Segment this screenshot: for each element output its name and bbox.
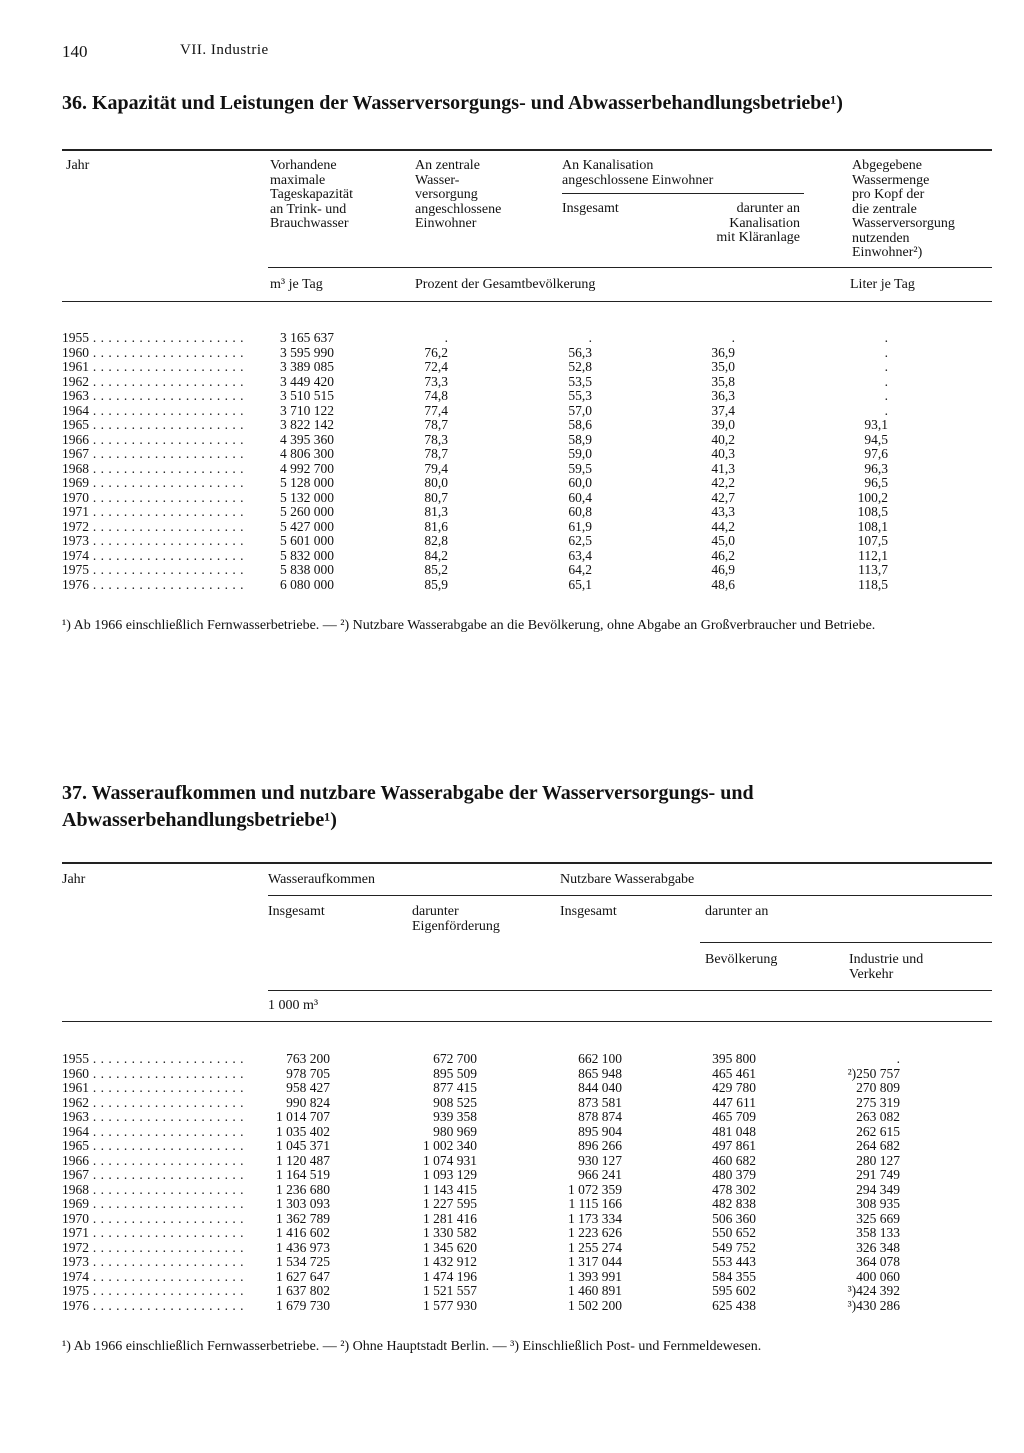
cell-zentral: 80,0 (424, 475, 448, 490)
cell-jahr: 1964 . . . (62, 1125, 247, 1140)
table-37-top-rule (62, 862, 992, 864)
cell-zentral: 81,3 (424, 504, 448, 519)
t37-unit-rule (268, 990, 992, 991)
t37-header-insgesamt-1: Insgesamt (268, 904, 325, 919)
cell-eigenfoerderung: 1 521 557 (423, 1283, 477, 1298)
table-row (62, 534, 902, 549)
cell-liter: . (884, 330, 888, 345)
cell-aufkommen: 958 427 (286, 1080, 330, 1095)
cell-zentral: 78,7 (424, 417, 448, 432)
cell-jahr: 1974 . . . (62, 549, 247, 564)
table-row (62, 375, 902, 390)
cell-jahr: 1973 . . . (62, 1255, 247, 1270)
table-row (62, 1197, 902, 1212)
cell-jahr: 1965 . . . (62, 1139, 247, 1154)
table-36-body (62, 331, 902, 592)
cell-zentral: 84,2 (424, 547, 448, 563)
cell-liter: 96,5 (864, 475, 888, 490)
cell-bevoelkerung: 549 752 (712, 1239, 756, 1255)
cell-eigenfoerderung: 1 227 595 (423, 1196, 477, 1211)
cell-kapazitaet: 3 822 142 (280, 417, 334, 432)
t37-header-darunter: darunter an (705, 904, 769, 919)
cell-abgabe: 1 223 626 (568, 1225, 622, 1240)
table-row (62, 389, 902, 404)
table-row (62, 418, 902, 433)
table-row (62, 1154, 902, 1169)
t36-header-bottom-rule (62, 301, 992, 302)
cell-bevoelkerung: 553 443 (712, 1254, 756, 1269)
cell-bevoelkerung: 482 838 (712, 1196, 756, 1211)
cell-jahr: 1962 . . . (62, 1096, 247, 1111)
cell-liter: . (884, 388, 888, 403)
cell-kapazitaet: 5 838 000 (280, 562, 334, 577)
cell-insgesamt: 57,0 (568, 402, 592, 418)
cell-insgesamt: 60,8 (568, 504, 592, 519)
cell-liter: 97,6 (864, 446, 888, 461)
table-36-footnote: ¹) Ab 1966 einschließlich Fernwasserbetriebe. — ²) Nutzbare Wasserabgabe an die Bevölkerung, ohne Abgabe an Großverbraucher und Betriebe. (62, 618, 876, 633)
table-row (62, 520, 902, 535)
cell-eigenfoerderung: 895 509 (433, 1065, 477, 1081)
cell-jahr: 1963 . . . (62, 389, 247, 404)
cell-bevoelkerung: 478 302 (712, 1181, 756, 1197)
cell-kapazitaet: 4 992 700 (280, 460, 334, 476)
table-row (62, 1110, 902, 1125)
cell-klaeranlage: 37,4 (711, 402, 735, 418)
cell-insgesamt: 56,3 (568, 344, 592, 360)
cell-industrie: 308 935 (856, 1196, 900, 1211)
cell-liter: . (884, 373, 888, 389)
cell-insgesamt: 58,9 (568, 431, 592, 447)
t36-header-abgabe: Abgegebene Wassermenge pro Kopf der die zentrale Wasserversorgung nutzenden Einwohner²) (852, 158, 955, 260)
table-row (62, 1284, 902, 1299)
t37-header-bottom-rule (62, 1021, 992, 1022)
table-row (62, 1255, 902, 1270)
cell-jahr: 1976 . . . (62, 578, 247, 593)
table-row (62, 1139, 902, 1154)
cell-kapazitaet: 3 710 122 (280, 402, 334, 418)
t36-header-insgesamt: Insgesamt (562, 201, 619, 216)
cell-jahr: 1969 . . . (62, 476, 247, 491)
t37-header-jahr: Jahr (62, 872, 86, 887)
cell-jahr: 1966 . . . (62, 1154, 247, 1169)
cell-eigenfoerderung: 1 143 415 (423, 1181, 477, 1197)
cell-abgabe: 1 255 274 (568, 1239, 622, 1255)
cell-jahr: 1955 . . . (62, 1052, 247, 1067)
cell-eigenfoerderung: 939 358 (433, 1109, 477, 1124)
table-row (62, 404, 902, 419)
cell-industrie: 364 078 (856, 1254, 900, 1269)
table-row (62, 1096, 902, 1111)
cell-abgabe: 895 904 (578, 1123, 622, 1139)
t37-header-eigenfoerderung: darunter Eigenförderung (412, 904, 500, 934)
cell-abgabe: 1 502 200 (568, 1297, 622, 1313)
cell-zentral: 74,8 (424, 388, 448, 403)
cell-jahr: 1964 . . . (62, 404, 247, 419)
cell-liter: . (884, 359, 888, 374)
cell-industrie: ³)424 392 (847, 1283, 900, 1298)
cell-jahr: 1976 . . . (62, 1299, 247, 1314)
cell-zentral: 81,6 (424, 518, 448, 534)
t36-header-kapazitaet: Vorhandene maximale Tageskapazität an Trink- und Brauchwasser (270, 158, 353, 231)
cell-abgabe: 896 266 (578, 1138, 622, 1153)
cell-jahr: 1975 . . . (62, 563, 247, 578)
cell-klaeranlage: 40,2 (711, 431, 735, 447)
cell-kapazitaet: 3 165 637 (280, 330, 334, 345)
table-37-body (62, 1052, 902, 1313)
cell-kapazitaet: 5 132 000 (280, 489, 334, 505)
cell-jahr: 1963 . . . (62, 1110, 247, 1125)
cell-aufkommen: 990 824 (286, 1094, 330, 1110)
cell-bevoelkerung: 465 709 (712, 1109, 756, 1124)
cell-industrie: . (896, 1051, 900, 1066)
cell-aufkommen: 1 035 402 (276, 1123, 330, 1139)
cell-aufkommen: 1 236 680 (276, 1181, 330, 1197)
cell-insgesamt: 62,5 (568, 533, 592, 548)
cell-industrie: 264 682 (856, 1138, 900, 1153)
cell-kapazitaet: 3 510 515 (280, 388, 334, 403)
cell-kapazitaet: 5 601 000 (280, 533, 334, 548)
cell-aufkommen: 1 120 487 (276, 1152, 330, 1168)
cell-eigenfoerderung: 980 969 (433, 1123, 477, 1139)
cell-jahr: 1975 . . . (62, 1284, 247, 1299)
cell-abgabe: 1 460 891 (568, 1283, 622, 1298)
table-row (62, 1067, 902, 1082)
cell-aufkommen: 1 416 602 (276, 1225, 330, 1240)
cell-aufkommen: 1 164 519 (276, 1167, 330, 1182)
cell-bevoelkerung: 465 461 (712, 1065, 756, 1081)
cell-klaeranlage: 43,3 (711, 504, 735, 519)
section-title: VII. Industrie (180, 42, 269, 58)
cell-insgesamt: 55,3 (568, 388, 592, 403)
cell-jahr: 1967 . . . (62, 447, 247, 462)
cell-zentral: 82,8 (424, 533, 448, 548)
cell-industrie: 358 133 (856, 1225, 900, 1240)
cell-insgesamt: 64,2 (568, 562, 592, 577)
cell-bevoelkerung: 481 048 (712, 1123, 756, 1139)
cell-abgabe: 966 241 (578, 1167, 622, 1182)
cell-aufkommen: 1 014 707 (276, 1109, 330, 1124)
cell-klaeranlage: 41,3 (711, 460, 735, 476)
cell-jahr: 1968 . . . (62, 462, 247, 477)
cell-aufkommen: 1 362 789 (276, 1210, 330, 1226)
cell-eigenfoerderung: 1 577 930 (423, 1297, 477, 1313)
cell-liter: 94,5 (864, 431, 888, 447)
cell-kapazitaet: 3 595 990 (280, 344, 334, 360)
cell-zentral: 73,3 (424, 373, 448, 389)
cell-eigenfoerderung: 1 074 931 (423, 1152, 477, 1168)
table-row (62, 476, 902, 491)
table-row (62, 563, 902, 578)
cell-aufkommen: 978 705 (286, 1065, 330, 1081)
cell-eigenfoerderung: 908 525 (433, 1094, 477, 1110)
cell-liter: 112,1 (858, 547, 888, 563)
t37-unit-m3: 1 000 m³ (268, 998, 319, 1013)
t36-header-zentral: An zentrale Wasser- versorgung angeschlossene Einwohner (415, 158, 502, 231)
cell-jahr: 1972 . . . (62, 1241, 247, 1256)
t36-header-kanalisation: An Kanalisation angeschlossene Einwohner (562, 158, 714, 188)
cell-klaeranlage: 39,0 (711, 417, 735, 432)
cell-aufkommen: 1 436 973 (276, 1239, 330, 1255)
cell-aufkommen: 1 534 725 (276, 1254, 330, 1269)
cell-eigenfoerderung: 1 432 912 (423, 1254, 477, 1269)
cell-bevoelkerung: 625 438 (712, 1297, 756, 1313)
table-37-footnote: ¹) Ab 1966 einschließlich Fernwasserbetriebe. — ²) Ohne Hauptstadt Berlin. — ³) Einschließlich Post- und Fernmeldewesen. (62, 1339, 762, 1354)
cell-jahr: 1967 . . . (62, 1168, 247, 1183)
table-row (62, 331, 902, 346)
cell-abgabe: 662 100 (578, 1051, 622, 1066)
cell-klaeranlage: 42,7 (711, 489, 735, 505)
table-row (62, 505, 902, 520)
t37-header-abgabe: Nutzbare Wasserabgabe (560, 872, 695, 887)
table-row (62, 433, 902, 448)
cell-zentral: 85,9 (424, 576, 448, 592)
cell-industrie: 262 615 (856, 1123, 900, 1139)
cell-zentral: 78,7 (424, 446, 448, 461)
cell-abgabe: 1 072 359 (568, 1181, 622, 1197)
cell-klaeranlage: 36,9 (711, 344, 735, 360)
cell-liter: 100,2 (857, 489, 888, 505)
cell-insgesamt: 58,6 (568, 417, 592, 432)
cell-insgesamt: 53,5 (568, 373, 592, 389)
t37-header-bevoelkerung: Bevölkerung (705, 952, 778, 967)
cell-klaeranlage: 44,2 (711, 518, 735, 534)
t37-darunter-rule (700, 942, 992, 943)
cell-abgabe: 873 581 (578, 1094, 622, 1110)
cell-bevoelkerung: 429 780 (712, 1080, 756, 1095)
t37-group-rule (268, 895, 992, 896)
cell-industrie: 270 809 (856, 1080, 900, 1095)
t36-unit-prozent: Prozent der Gesamtbevölkerung (415, 277, 596, 292)
cell-abgabe: 865 948 (578, 1065, 622, 1081)
cell-industrie: 326 348 (856, 1239, 900, 1255)
table-row (62, 1125, 902, 1140)
cell-insgesamt: 59,5 (568, 460, 592, 476)
cell-liter: 96,3 (864, 460, 888, 476)
cell-eigenfoerderung: 672 700 (433, 1051, 477, 1066)
cell-kapazitaet: 3 389 085 (280, 359, 334, 374)
cell-industrie: 400 060 (856, 1268, 900, 1284)
cell-bevoelkerung: 550 652 (712, 1225, 756, 1240)
cell-abgabe: 930 127 (578, 1152, 622, 1168)
cell-industrie: ²)250 757 (847, 1065, 900, 1081)
cell-bevoelkerung: 447 611 (712, 1094, 756, 1110)
t36-kanal-rule (562, 193, 804, 194)
table-row (62, 346, 902, 361)
cell-insgesamt: . (588, 330, 592, 345)
cell-zentral: 78,3 (424, 431, 448, 447)
table-row (62, 1052, 902, 1067)
cell-abgabe: 878 874 (578, 1109, 622, 1124)
cell-jahr: 1970 . . . (62, 491, 247, 506)
cell-aufkommen: 1 679 730 (276, 1297, 330, 1313)
table-37-title: 37. Wasseraufkommen und nutzbare Wasserabgabe der Wasserversorgungs- und Abwasserbehandlungsbetriebe¹) (62, 782, 754, 831)
t37-header-insgesamt-2: Insgesamt (560, 904, 617, 919)
cell-jahr: 1965 . . . (62, 418, 247, 433)
t37-header-aufkommen: Wasseraufkommen (268, 872, 375, 887)
cell-jahr: 1969 . . . (62, 1197, 247, 1212)
cell-industrie: 325 669 (856, 1210, 900, 1226)
cell-aufkommen: 763 200 (286, 1051, 330, 1066)
cell-liter: . (884, 402, 888, 418)
table-row (62, 1226, 902, 1241)
cell-klaeranlage: 46,9 (711, 562, 735, 577)
cell-bevoelkerung: 480 379 (712, 1167, 756, 1182)
cell-insgesamt: 59,0 (568, 446, 592, 461)
cell-zentral: 77,4 (424, 402, 448, 418)
t36-unit-liter: Liter je Tag (850, 277, 915, 292)
cell-aufkommen: 1 637 802 (276, 1283, 330, 1298)
cell-jahr: 1966 . . . (62, 433, 247, 448)
cell-klaeranlage: 35,0 (711, 359, 735, 374)
t36-unit-m3: m³ je Tag (270, 277, 323, 292)
cell-zentral: 72,4 (424, 359, 448, 374)
table-row (62, 1299, 902, 1314)
cell-klaeranlage: 48,6 (711, 576, 735, 592)
cell-bevoelkerung: 497 861 (712, 1138, 756, 1153)
cell-eigenfoerderung: 1 002 340 (423, 1138, 477, 1153)
cell-insgesamt: 60,4 (568, 489, 592, 505)
cell-bevoelkerung: 460 682 (712, 1152, 756, 1168)
t37-header-industrie: Industrie und Verkehr (849, 952, 924, 982)
table-36-top-rule (62, 149, 992, 151)
cell-liter: 108,5 (857, 504, 888, 519)
cell-zentral: 79,4 (424, 460, 448, 476)
cell-kapazitaet: 6 080 000 (280, 576, 334, 592)
cell-industrie: 291 749 (856, 1167, 900, 1182)
cell-industrie: 275 319 (856, 1094, 900, 1110)
cell-jahr: 1961 . . . (62, 1081, 247, 1096)
t36-unit-rule (268, 267, 992, 268)
cell-jahr: 1961 . . . (62, 360, 247, 375)
cell-insgesamt: 63,4 (568, 547, 592, 563)
cell-insgesamt: 52,8 (568, 359, 592, 374)
table-row (62, 1212, 902, 1227)
cell-insgesamt: 60,0 (568, 475, 592, 490)
cell-klaeranlage: . (731, 330, 735, 345)
table-36-title: 36. Kapazität und Leistungen der Wasserversorgungs- und Abwasserbehandlungsbetriebe¹) (62, 92, 843, 114)
cell-abgabe: 1 173 334 (568, 1210, 622, 1226)
cell-bevoelkerung: 595 602 (712, 1283, 756, 1298)
cell-eigenfoerderung: 1 330 582 (423, 1225, 477, 1240)
cell-insgesamt: 65,1 (568, 576, 592, 592)
cell-kapazitaet: 4 806 300 (280, 446, 334, 461)
cell-kapazitaet: 5 128 000 (280, 475, 334, 490)
cell-industrie: 280 127 (856, 1152, 900, 1168)
cell-eigenfoerderung: 1 093 129 (423, 1167, 477, 1182)
table-row (62, 1081, 902, 1096)
cell-kapazitaet: 5 427 000 (280, 518, 334, 534)
cell-zentral: 76,2 (424, 344, 448, 360)
cell-klaeranlage: 35,8 (711, 373, 735, 389)
cell-industrie: ³)430 286 (847, 1297, 900, 1313)
table-row (62, 491, 902, 506)
cell-liter: 118,5 (858, 576, 888, 592)
table-row (62, 1241, 902, 1256)
cell-jahr: 1968 . . . (62, 1183, 247, 1198)
cell-insgesamt: 61,9 (568, 518, 592, 534)
cell-kapazitaet: 4 395 360 (280, 431, 334, 447)
table-row (62, 1168, 902, 1183)
table-row (62, 462, 902, 477)
cell-eigenfoerderung: 1 281 416 (423, 1210, 477, 1226)
cell-jahr: 1971 . . . (62, 505, 247, 520)
cell-klaeranlage: 40,3 (711, 446, 735, 461)
t36-header-jahr: Jahr (66, 158, 90, 173)
page-number: 140 (62, 42, 88, 61)
cell-abgabe: 1 115 166 (568, 1196, 622, 1211)
cell-jahr: 1962 . . . (62, 375, 247, 390)
cell-liter: 108,1 (857, 518, 888, 534)
cell-aufkommen: 1 303 093 (276, 1196, 330, 1211)
cell-klaeranlage: 36,3 (711, 388, 735, 403)
table-row (62, 549, 902, 564)
t36-header-klaeranlage: darunter an Kanalisation mit Kläranlage (716, 201, 800, 245)
cell-klaeranlage: 42,2 (711, 475, 735, 490)
cell-jahr: 1960 . . . (62, 1067, 247, 1082)
cell-jahr: 1955 . . . (62, 331, 247, 346)
cell-bevoelkerung: 506 360 (712, 1210, 756, 1226)
cell-bevoelkerung: 584 355 (712, 1268, 756, 1284)
cell-aufkommen: 1 045 371 (276, 1138, 330, 1153)
cell-abgabe: 844 040 (578, 1080, 622, 1095)
cell-jahr: 1970 . . . (62, 1212, 247, 1227)
cell-jahr: 1971 . . . (62, 1226, 247, 1241)
table-row (62, 360, 902, 375)
cell-industrie: 294 349 (856, 1181, 900, 1197)
cell-zentral: . (444, 330, 448, 345)
cell-jahr: 1960 . . . (62, 346, 247, 361)
cell-eigenfoerderung: 1 345 620 (423, 1239, 477, 1255)
table-row (62, 578, 902, 593)
cell-jahr: 1972 . . . (62, 520, 247, 535)
cell-jahr: 1973 . . . (62, 534, 247, 549)
cell-abgabe: 1 317 044 (568, 1254, 622, 1269)
cell-liter: 93,1 (864, 417, 888, 432)
cell-aufkommen: 1 627 647 (276, 1268, 330, 1284)
cell-bevoelkerung: 395 800 (712, 1051, 756, 1066)
table-row (62, 1270, 902, 1285)
cell-eigenfoerderung: 1 474 196 (423, 1268, 477, 1284)
cell-industrie: 263 082 (856, 1109, 900, 1124)
cell-liter: 113,7 (858, 562, 888, 577)
cell-klaeranlage: 46,2 (711, 547, 735, 563)
cell-liter: . (884, 344, 888, 360)
cell-abgabe: 1 393 991 (568, 1268, 622, 1284)
cell-zentral: 85,2 (424, 562, 448, 577)
cell-klaeranlage: 45,0 (711, 533, 735, 548)
cell-kapazitaet: 3 449 420 (280, 373, 334, 389)
cell-liter: 107,5 (857, 533, 888, 548)
table-row (62, 447, 902, 462)
cell-kapazitaet: 5 260 000 (280, 504, 334, 519)
table-row (62, 1183, 902, 1198)
cell-eigenfoerderung: 877 415 (433, 1080, 477, 1095)
cell-kapazitaet: 5 832 000 (280, 547, 334, 563)
cell-zentral: 80,7 (424, 489, 448, 505)
cell-jahr: 1974 . . . (62, 1270, 247, 1285)
